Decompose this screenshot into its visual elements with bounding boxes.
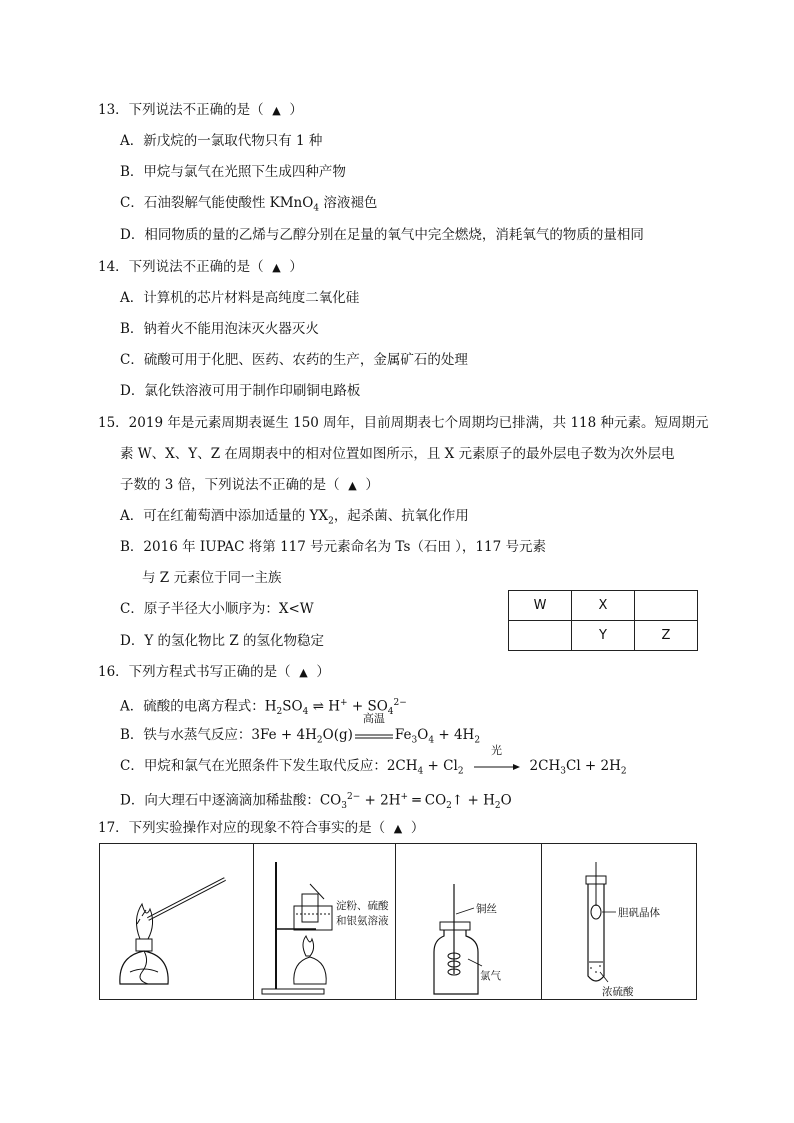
gas-bottle-icon (396, 844, 542, 999)
q13-option-c: C．石油裂解气能使酸性 KMnO$_4$ 溶液褪色 (120, 195, 378, 214)
q15-option-d: D．Y 的氢化物比 Z 的氢化物稳定 (120, 633, 324, 649)
q14-option-c: C．硫酸可用于化肥、医药、农药的生产，金属矿石的处理 (120, 352, 468, 368)
q15-option-a: A．可在红葡萄酒中添加适量的 $YX_2$，起杀菌、抗氧化作用 (120, 508, 469, 527)
q15-stem-line3: 子数的 3 倍，下列说法不正确的是（ ▲ ） (120, 477, 379, 493)
q16-option-a: A．硫酸的电离方程式：$H_2SO_4$ ⇌ $H^+ + SO_4^{2-}$ (120, 698, 407, 718)
q14-stem: 14．下列说法不正确的是（ ▲ ） (98, 259, 303, 275)
label-copper-wire: 铜丝 (475, 903, 497, 915)
table-cell (509, 621, 572, 651)
q14-option-d: D．氯化铁溶液可用于制作印刷铜电路板 (120, 383, 361, 399)
experiment-figures (99, 843, 697, 1000)
label-starch-acid: 淀粉、硫酸 (335, 900, 389, 912)
experiment-a (100, 844, 254, 999)
experiment-b (254, 844, 396, 999)
q13-option-d: D．相同物质的量的乙烯与乙醇分别在足量的氧气中完全燃烧，消耗氧气的物质的量相同 (120, 227, 644, 243)
q15-option-b-line2: 与 Z 元素位于同一主族 (142, 570, 282, 586)
q13-option-a: A．新戊烷的一氯取代物只有 1 种 (120, 133, 323, 149)
experiment-c (396, 844, 543, 999)
q14-option-a: A．计算机的芯片材料是高纯度二氧化硅 (120, 290, 360, 306)
table-cell: Y (572, 621, 635, 651)
q16-option-d: D．向大理石中逐滴滴加稀盐酸：$CO_3^{2-} + 2H^+$ ═ $CO_2↑ + H_2O$ (120, 792, 512, 812)
q13-option-b: B．甲烷与氯气在光照下生成四种产物 (120, 164, 346, 180)
test-tube-icon (542, 844, 696, 999)
q16-option-b: B．铁与水蒸气反应：$3Fe + 4H_2O(g)$ 高温 $Fe_3O_4 + 4H_2$ (120, 725, 480, 751)
q15-option-b-line1: B．2016 年 IUPAC 将第 117 号元素命名为 Ts（石田 ），117 号元素 (120, 539, 546, 555)
label-conc-sulfuric-acid: 浓硫酸 (602, 986, 634, 998)
condition-label: 光 (491, 743, 503, 757)
q15-option-c: C．原子半径大小顺序为：X<W (120, 601, 314, 617)
q14-option-b: B．钠着火不能用泡沫灭火器灭火 (120, 321, 319, 337)
label-blue-vitriol: 胆矾晶体 (618, 907, 661, 919)
experiment-d (542, 844, 696, 999)
table-cell (635, 591, 698, 621)
q16-stem: 16．下列方程式书写正确的是（ ▲ ） (98, 664, 330, 680)
answer-marker-icon: ▲ (348, 479, 357, 492)
table-cell: Z (635, 621, 698, 651)
answer-marker-icon: ▲ (272, 261, 281, 274)
q15-stem-line2: 素 W、X、Y、Z 在周期表中的相对位置如图所示，且 X 元素原子的最外层电子数为次外层电 (120, 446, 675, 462)
q17-stem: 17．下列实验操作对应的现象不符合事实的是（ ▲ ） (98, 820, 425, 836)
q15-stem-line1: 15．2019 年是元素周期表诞生 150 周年，目前周期表七个周期均已排满，共 118 种元素。短周期元 (98, 415, 709, 431)
condition-label: 高温 (362, 711, 385, 725)
q13-stem: 13．下列说法不正确的是（ ▲ ） (98, 102, 303, 118)
label-silver-ammonia: 和银氨溶液 (335, 915, 389, 927)
answer-marker-icon: ▲ (299, 666, 308, 679)
table-cell: X (572, 591, 635, 621)
q16-option-c: C．甲烷和氯气在光照条件下发生取代反应：$2CH_4 + Cl_2$ 光 $2CH_3Cl + 2H_2$ (120, 756, 627, 782)
table-cell: W (509, 591, 572, 621)
periodic-table-fragment (508, 590, 698, 651)
answer-marker-icon: ▲ (393, 822, 403, 835)
reaction-arrow-icon (474, 763, 520, 771)
label-chlorine: 氯气 (479, 970, 501, 982)
water-bath-apparatus-icon (254, 844, 395, 999)
alcohol-lamp-icon (100, 844, 253, 999)
answer-marker-icon: ▲ (272, 104, 281, 117)
equals-arrow-icon (355, 734, 393, 740)
